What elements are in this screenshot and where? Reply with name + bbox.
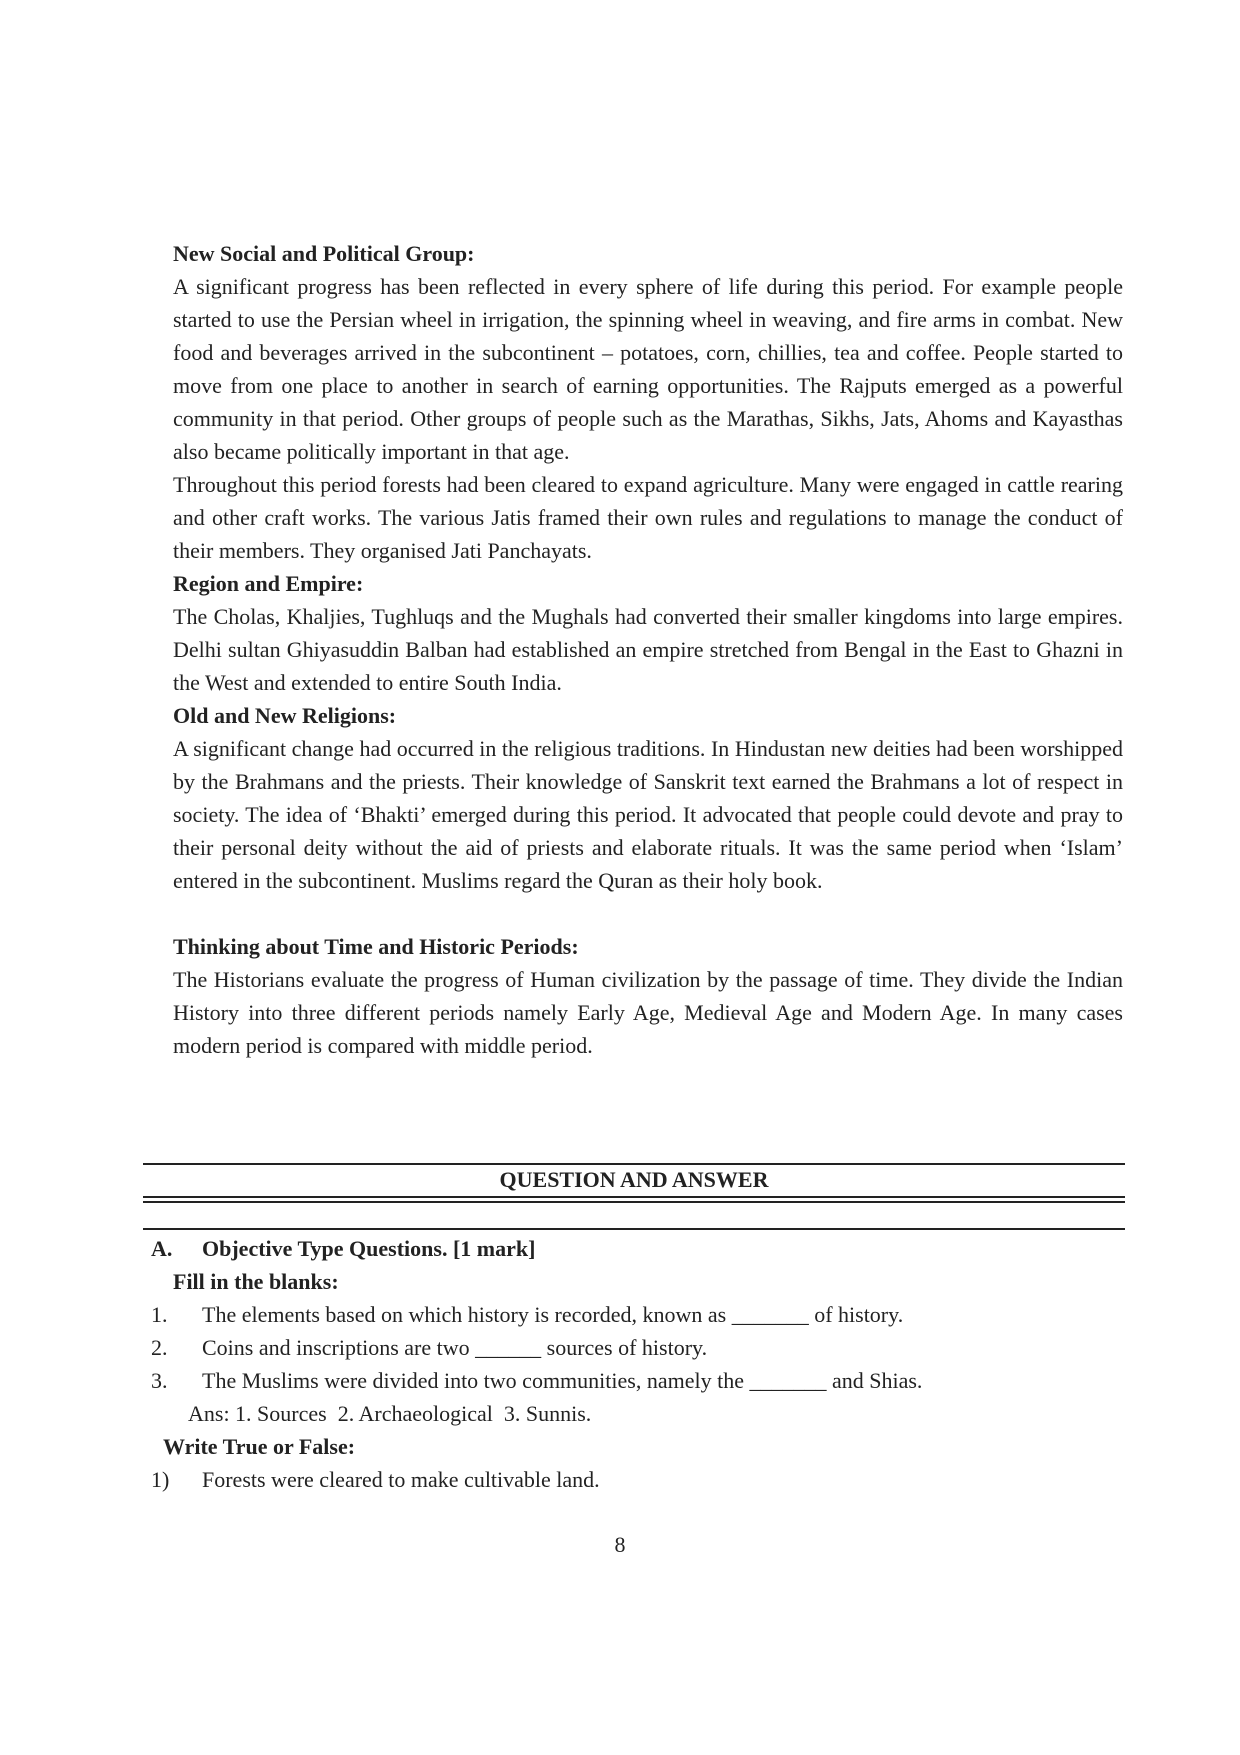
fill-blanks-heading bbox=[143, 1265, 1125, 1298]
paragraph: The Historians evaluate the progress of Human civilization by the passage of time. They divide the Indian History into three different periods namely Early Age, Medieval Age and Modern Age. In many cases modern period is compared with middle period. bbox=[173, 967, 1123, 1058]
qa-title: QUESTION AND ANSWER bbox=[499, 1167, 769, 1192]
divider bbox=[143, 1228, 1125, 1230]
item-number: 2. bbox=[151, 1335, 168, 1360]
section-social-political bbox=[173, 237, 1123, 567]
item-number: 1) bbox=[151, 1467, 170, 1492]
divider bbox=[143, 1196, 1125, 1203]
section-religions bbox=[173, 699, 1123, 897]
paragraph: A significant change had occurred in the religious traditions. In Hindustan new deities had been worshipped by the Brahmans and the priests. Their knowledge of Sanskrit text earned the Brahmans a lot of respect in society. The idea of ‘Bhakti’ emerged during this period. It advocated that people could devote and pray to their personal deity without the aid of priests and elaborate rituals. It was the same period when ‘Islam’ entered in the subcontinent. Muslims regard the Quran as their holy book. bbox=[173, 736, 1123, 893]
list-item bbox=[143, 1331, 1125, 1364]
section-heading: Old and New Religions: bbox=[173, 703, 397, 728]
page-number: 8 bbox=[614, 1532, 626, 1557]
section-time-periods bbox=[173, 930, 1123, 1062]
item-text: The Muslims were divided into two communities, namely the _______ and Shias. bbox=[202, 1368, 923, 1393]
item-number: 3. bbox=[151, 1368, 168, 1393]
list-item bbox=[143, 1298, 1125, 1331]
section-heading: Thinking about Time and Historic Periods: bbox=[173, 934, 579, 959]
subheading: Fill in the blanks: bbox=[173, 1269, 339, 1294]
answers-text: Ans: 1. Sources 2. Archaeological 3. Sunnis. bbox=[188, 1401, 592, 1426]
subheading: Write True or False: bbox=[163, 1434, 356, 1459]
item-text: Forests were cleared to make cultivable land. bbox=[202, 1467, 600, 1492]
paragraph: Throughout this period forests had been cleared to expand agriculture. Many were engaged in cattle rearing and other craft works. The various Jatis framed their own rules and regulations to manage the conduct of their members. They organised Jati Panchayats. bbox=[173, 472, 1123, 563]
paragraph: The Cholas, Khaljies, Tughluqs and the Mughals had converted their smaller kingdoms into large empires. Delhi sultan Ghiyasuddin Balban had established an empire stretched from Bengal in the East to Ghazni in the West and extended to entire South India. bbox=[173, 604, 1123, 695]
paragraph: A significant progress has been reflected in every sphere of life during this period. For example people started to use the Persian wheel in irrigation, the spinning wheel in weaving, and fire arms in combat. New food and beverages arrived in the subcontinent – potatoes, corn, chillies, tea and coffee. People started to move from one place to another in search of earning opportunities. The Rajputs emerged as a powerful community in that period. Other groups of people such as the Marathas, Sikhs, Jats, Ahoms and Kayasthas also became politically important in that age. bbox=[173, 274, 1123, 464]
item-text: Coins and inscriptions are two ______ sources of history. bbox=[202, 1335, 708, 1360]
qa-content bbox=[143, 1232, 1125, 1496]
section-title: Objective Type Questions. [1 mark] bbox=[202, 1236, 536, 1261]
answers-line bbox=[143, 1397, 1125, 1430]
list-item bbox=[143, 1463, 1125, 1496]
section-marker: A. bbox=[151, 1236, 173, 1261]
item-number: 1. bbox=[151, 1302, 168, 1327]
section-region-empire bbox=[173, 567, 1123, 699]
true-false-heading bbox=[143, 1430, 1125, 1463]
item-text: The elements based on which history is recorded, known as _______ of history. bbox=[202, 1302, 904, 1327]
objective-section-title bbox=[143, 1232, 1125, 1265]
list-item bbox=[143, 1364, 1125, 1397]
section-heading: New Social and Political Group: bbox=[173, 241, 475, 266]
section-heading: Region and Empire: bbox=[173, 571, 364, 596]
